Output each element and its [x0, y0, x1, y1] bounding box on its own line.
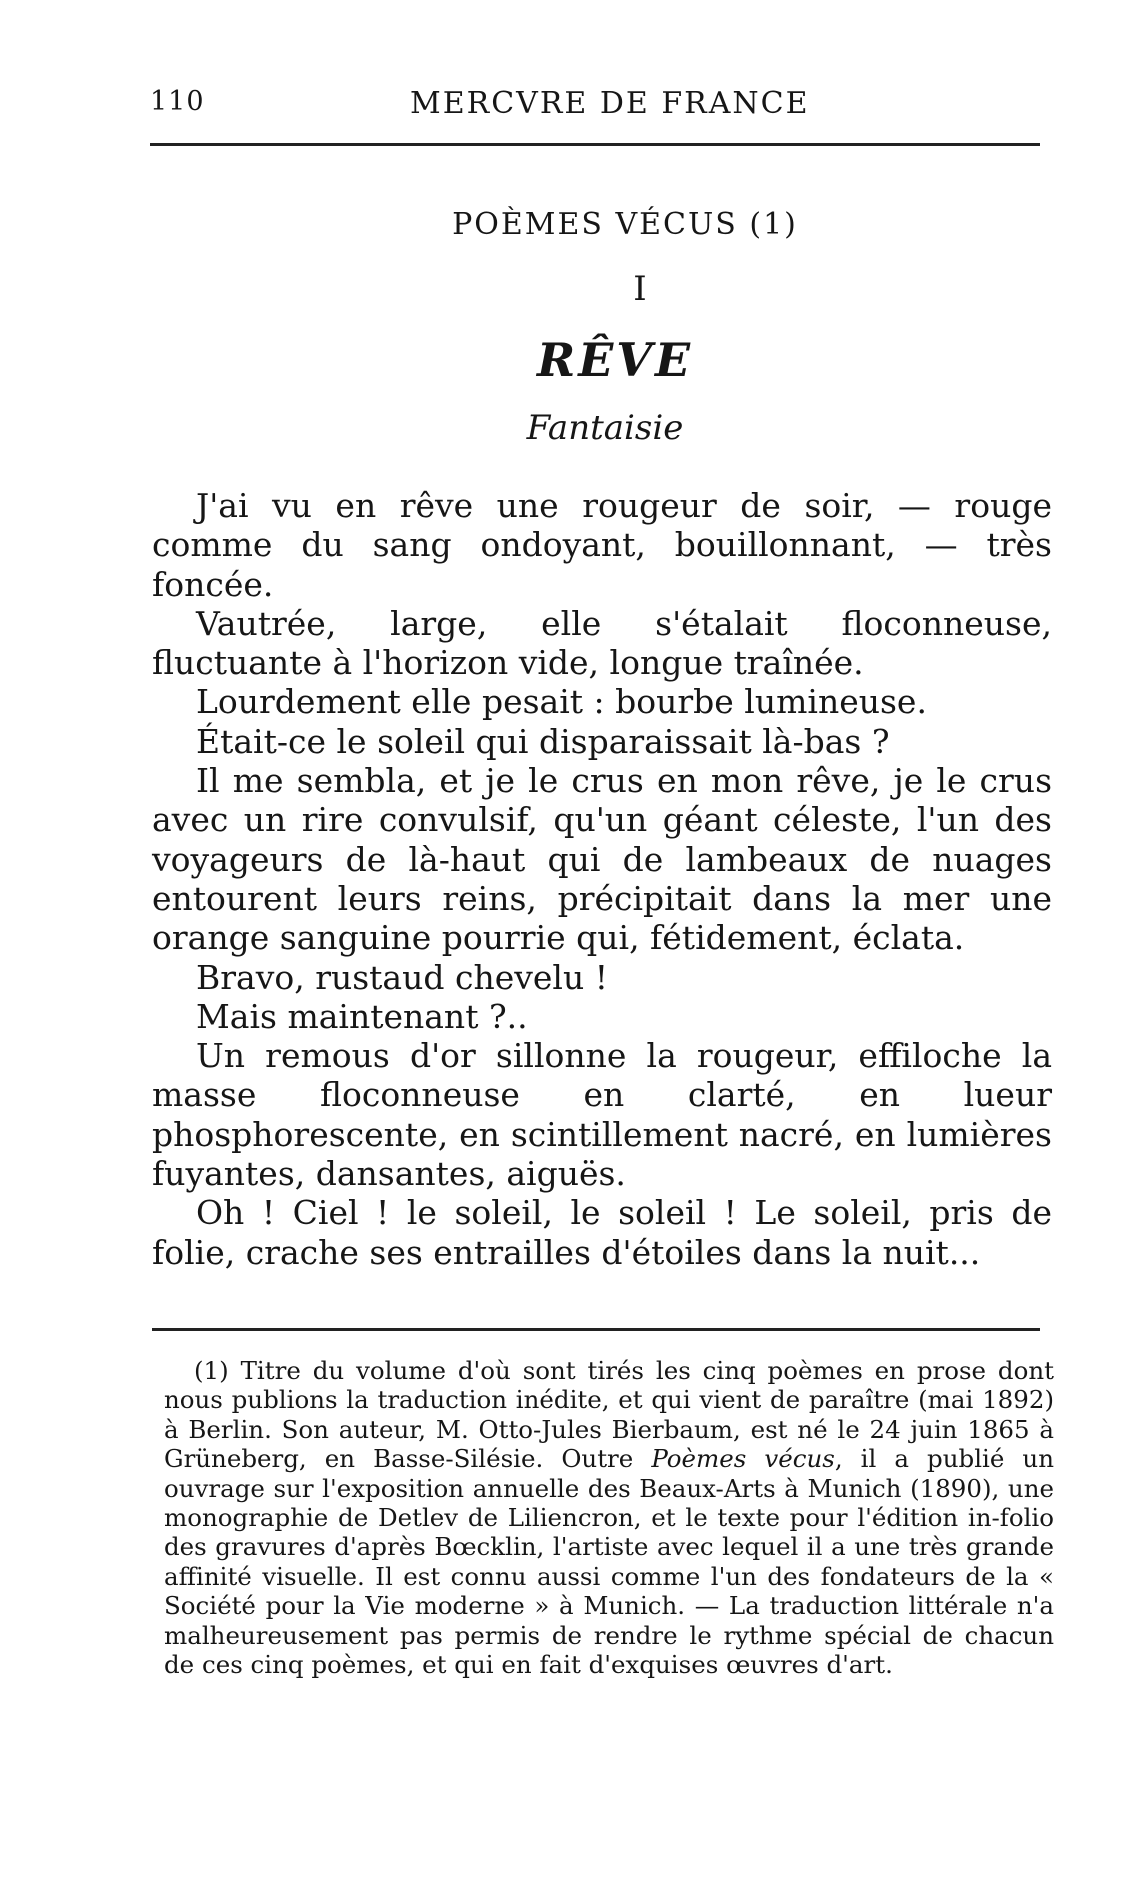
paragraph: J'ai vu en rêve une rougeur de soir, — rouge comme du sang ondoyant, bouillonnant, — très foncée. — [152, 486, 1052, 604]
header-rule — [150, 143, 1040, 146]
paragraph: Bravo, rustaud chevelu ! — [196, 957, 608, 997]
paragraph: Lourdement elle pesait : bourbe lumineuse. — [196, 682, 927, 722]
poem-number: I — [633, 269, 647, 309]
footnote-part-2: , il a publié un ouvrage sur l'exposition annuelle des Beaux-Arts à Munich (1890), une monographie de Detlev de Liliencron, et le texte pour l'édition in-folio des gravures d'après Bœcklin, l'artiste avec lequel il a une très grande affinité visuelle. Il est connu aussi comme l'un des fondateurs de la « Société pour la Vie moderne » à Munich. — La traduction littérale n'a malheureusement pas permis de rendre le rythme spécial de chacun de ces cinq poèmes, et qui en fait d'exquises œuvres d'art. — [164, 1444, 1054, 1680]
paragraph: Oh ! Ciel ! le soleil, le soleil ! Le soleil, pris de folie, crache ses entrailles d'étoiles dans la nuit... — [152, 1193, 1052, 1272]
footnote-book-title: Poèmes vécus — [651, 1444, 835, 1474]
footnote-text — [164, 1356, 1054, 1679]
running-title: MERCVRE DE FRANCE — [410, 86, 810, 121]
paragraph: Un remous d'or sillonne la rougeur, effiloche la masse floconneuse en clarté, en lueur phosphorescente, en scintillement nacré, en lumières fuyantes, dansantes, aiguës. — [152, 1036, 1052, 1194]
paragraph: Mais maintenant ?.. — [196, 996, 528, 1036]
poem-title: RÊVE — [536, 333, 694, 387]
poem-body — [152, 486, 1052, 1272]
running-header — [150, 86, 1040, 126]
poem-heading — [150, 200, 1040, 456]
paragraph: Vautrée, large, elle s'étalait floconneuse, fluctuante à l'horizon vide, longue traînée. — [152, 603, 1052, 683]
footnote-rule — [152, 1328, 1040, 1331]
footnote — [164, 1356, 1054, 1679]
poem-subtitle: Fantaisie — [526, 408, 684, 448]
collection-title: POÈMES VÉCUS (1) — [452, 207, 798, 242]
page-number: 110 — [150, 86, 205, 117]
footnote-part-1: (1) Titre du volume d'où sont tirés les cinq poèmes en prose dont nous publions la traduction inédite, et qui vient de paraître (mai 1892) à Berlin. Son auteur, M. Otto-Jules Bierbaum, est né le 24 juin 1865 à Grüneberg, en Basse-Silésie. Outre — [164, 1356, 1054, 1474]
paragraph: Était-ce le soleil qui disparaissait là-bas ? — [196, 721, 890, 761]
paragraph: Il me sembla, et je le crus en mon rêve, je le crus avec un rire convulsif, qu'un géant céleste, l'un des voyageurs de là-haut qui de lambeaux de nuages entourent leurs reins, précipitait dans la mer une orange sanguine pourrie qui, fétidement, éclata. — [152, 761, 1052, 958]
